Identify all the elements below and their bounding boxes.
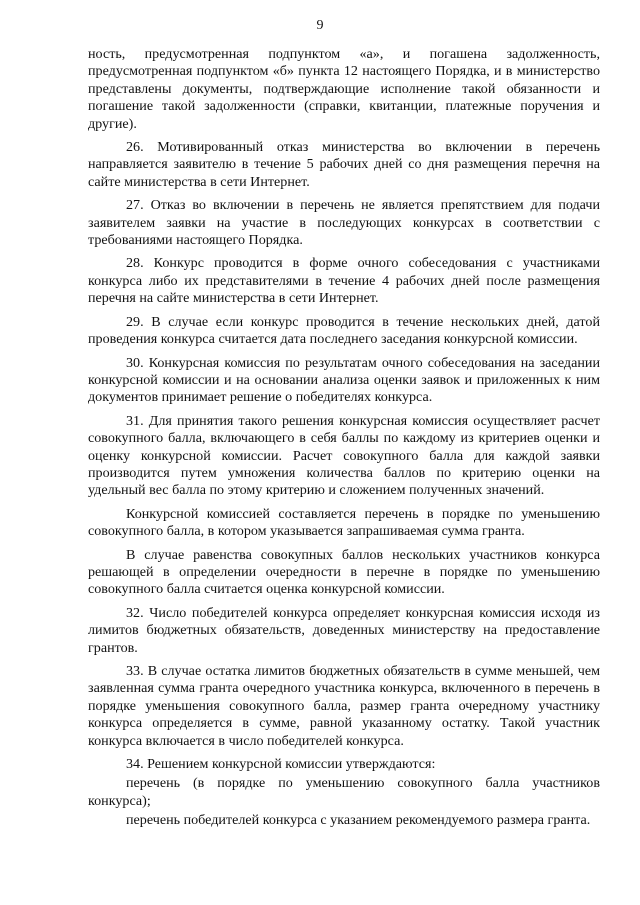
paragraph-31-tie: В случае равенства совокупных баллов нескольких участников конкурса решающей в определении очередности в перечне в порядке по уменьшению совокупного балла считается оценка конкурсной комиссии.	[88, 546, 600, 598]
paragraph-32: 32. Число победителей конкурса определяет конкурсная комиссия исходя из лимитов бюджетных обязательств, доведенных министерству на предоставление грантов.	[88, 604, 600, 656]
paragraph-continuation: ность, предусмотренная подпунктом «а», и погашена задолженность, предусмотренная подпунктом «б» пункта 12 настоящего Порядка, и в министерство представлены документы, подтверждающие исполнение такой обязанности и погашение такой задолженности (справки, квитанции, платежные поручения и другие).	[88, 46, 600, 132]
paragraph-34: 34. Решением конкурсной комиссии утверждаются:	[126, 756, 436, 773]
paragraph-26: 26. Мотивированный отказ министерства во включении в перечень направляется заявителю в течение 5 рабочих дней со дня размещения перечня на сайте министерства в сети Интернет.	[88, 139, 600, 190]
paragraph-33: 33. В случае остатка лимитов бюджетных обязательств в сумме меньшей, чем заявленная сумма гранта очередного участника конкурса, включенного в перечень в порядке уменьшения совокупного балла, размер гранта очередному участнику конкурса определяется в сумме, равной указанному остатку. Такой участник конкурса включается в число победителей конкурса.	[88, 663, 600, 749]
page-number: 9	[316, 18, 324, 33]
paragraph-27: 27. Отказ во включении в перечень не является препятствием для подачи заявителем заявки на участие в последующих конкурсах в соответствии с требованиями настоящего Порядка.	[88, 197, 600, 249]
paragraph-29: 29. В случае если конкурс проводится в течение нескольких дней, датой проведения конкурса считается дата последнего заседания конкурсной комиссии.	[88, 313, 600, 348]
document-body	[88, 46, 600, 836]
paragraph-31: 31. Для принятия такого решения конкурсная комиссия осуществляет расчет совокупного балла, включающего в себя баллы по каждому из критериев оценки и оценку конкурсной комиссии. Расчет совокупного балла для каждой заявки производится путем умножения количества баллов по критерию оценки на удельный вес балла по этому критерию и сложением полученных значений.	[88, 412, 600, 499]
paragraph-34-list-1: перечень (в порядке по уменьшению совокупного балла участников конкурса);	[88, 775, 600, 809]
paragraph-28: 28. Конкурс проводится в форме очного собеседования с участниками конкурса либо их представителями в течение 4 рабочих дней после размещения перечня на сайте министерства в сети Интернет.	[88, 255, 600, 307]
paragraph-31-ranking: Конкурсной комиссией составляется перечень в порядке по уменьшению совокупного балла, в котором указывается запрашиваемая сумма гранта.	[88, 505, 600, 540]
paragraph-30: 30. Конкурсная комиссия по результатам очного собеседования на заседании конкурсной комиссии и на основании анализа оценки заявок и приложенных к ним документов принимает решение о победителях конкурса.	[88, 354, 600, 406]
paragraph-34-list-2: перечень победителей конкурса с указанием рекомендуемого размера гранта.	[126, 812, 591, 829]
